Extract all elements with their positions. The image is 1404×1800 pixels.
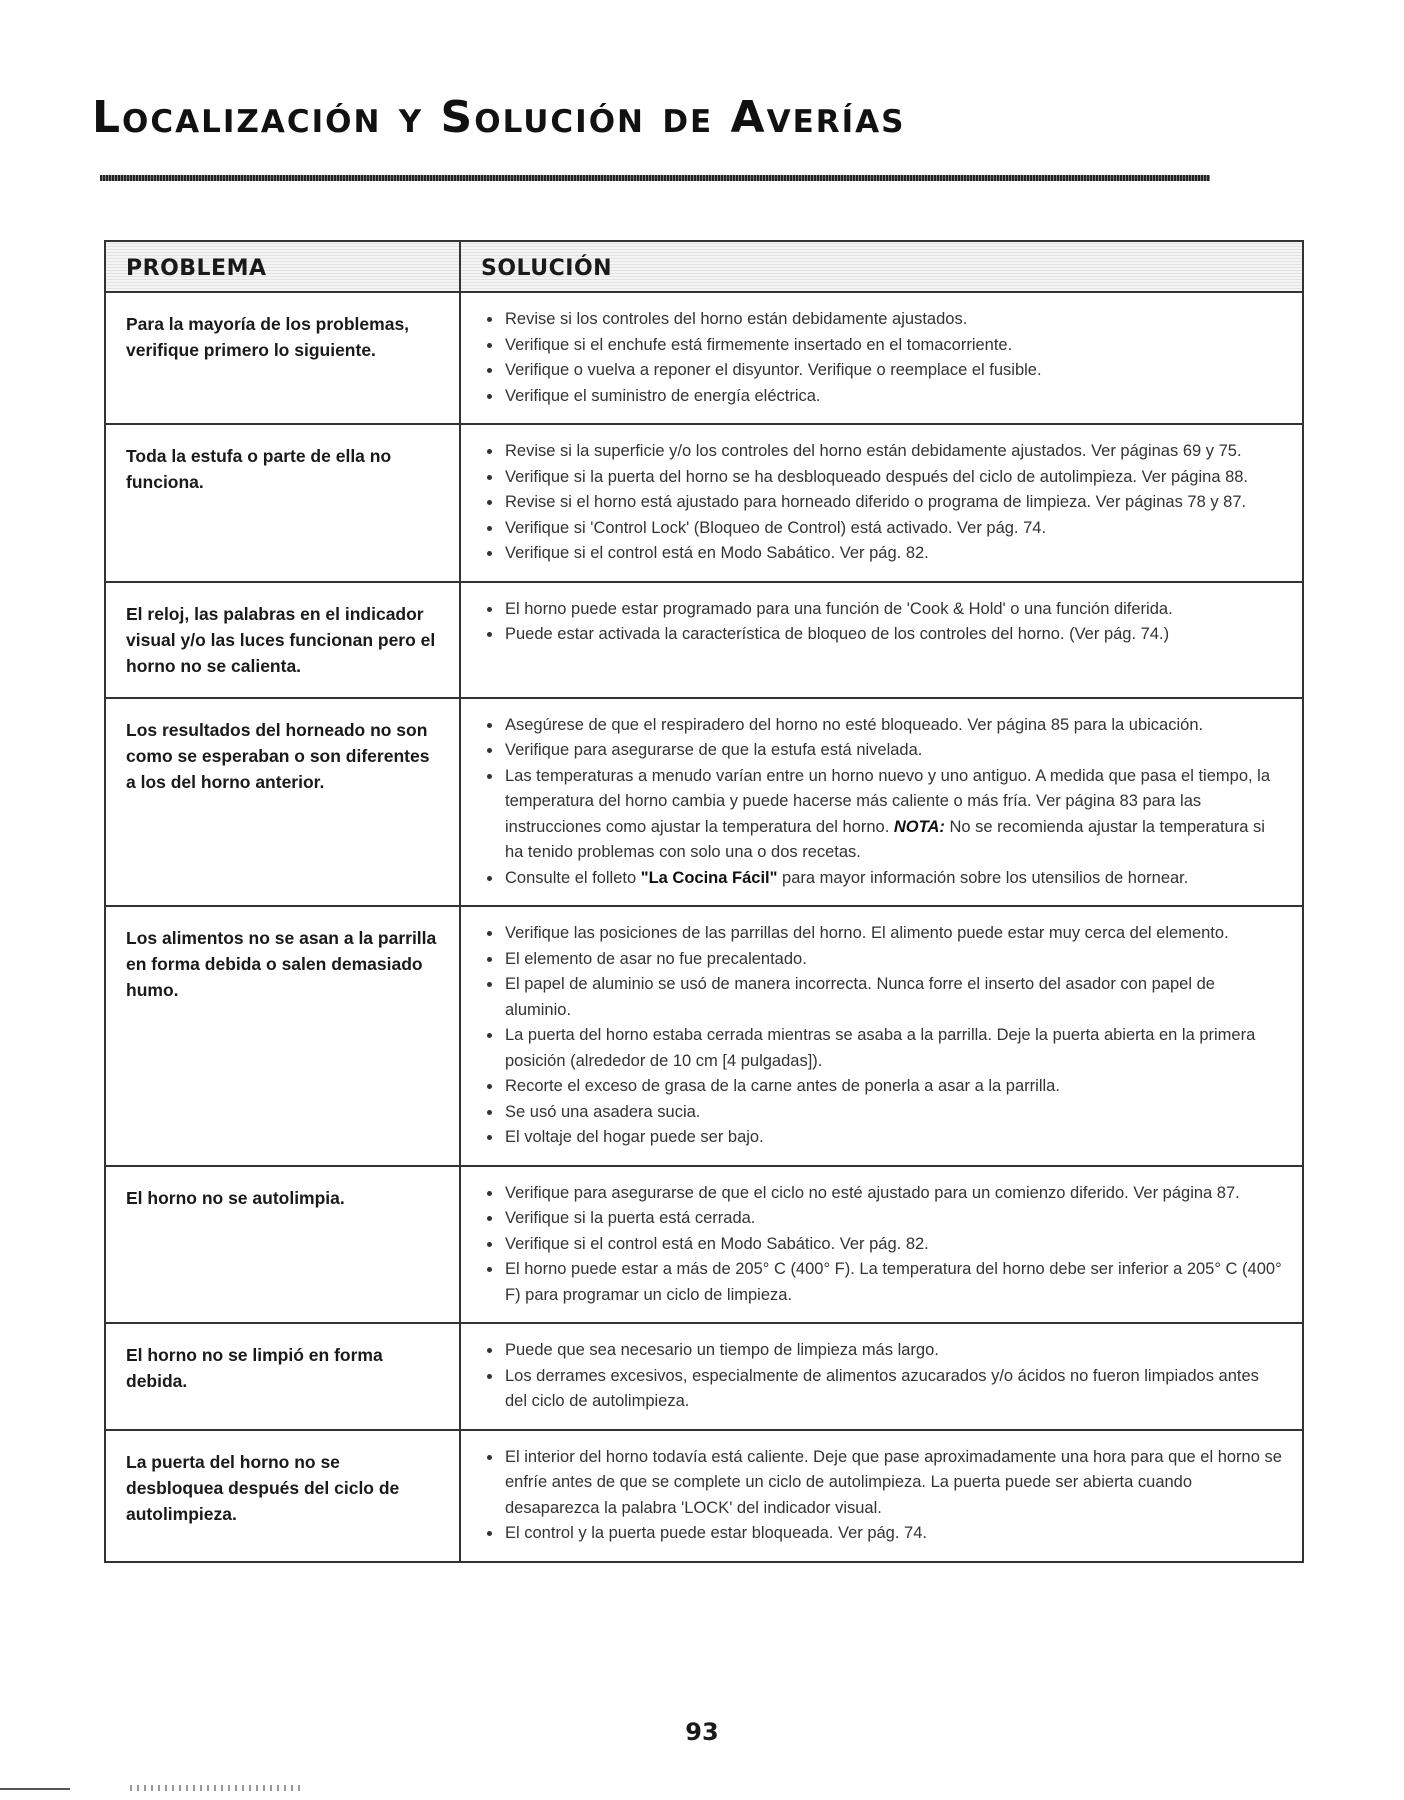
- table-row: [105, 698, 1303, 907]
- solution-item: [503, 738, 1282, 764]
- problem-column-header: PROBLEMA: [105, 241, 460, 292]
- solution-text: Asegúrese de que el respiradero del horno no esté bloqueado. Ver página 85 para la ubicación.: [505, 715, 1204, 734]
- solution-item: [503, 358, 1282, 384]
- solution-text: Recorte el exceso de grasa de la carne antes de ponerla a asar a la parrilla.: [505, 1077, 1060, 1095]
- solution-list: [483, 307, 1282, 409]
- solution-item: [503, 384, 1282, 410]
- table-row: [105, 1166, 1303, 1324]
- solution-item: [503, 1125, 1282, 1151]
- table-row: [105, 292, 1303, 424]
- solution-item: [503, 866, 1282, 892]
- problem-cell: El horno no se limpió en forma debida.: [105, 1323, 460, 1430]
- solution-text: Verifique si el control está en Modo Sabático. Ver pág. 82.: [505, 1234, 929, 1253]
- solution-list: [483, 439, 1282, 567]
- solution-list: [483, 1181, 1282, 1309]
- solution-text: Verifique si el enchufe está firmemente insertado en el tomacorriente.: [505, 335, 1013, 354]
- solution-text: Verifique si 'Control Lock' (Bloqueo de Control) está activado. Ver pág. 74.: [505, 518, 1047, 537]
- solution-list: [483, 597, 1282, 648]
- solution-item: [503, 541, 1282, 567]
- table-row: [105, 582, 1303, 698]
- solution-item: [503, 1364, 1282, 1415]
- table-row: [105, 1430, 1303, 1562]
- scan-edge-dots: [130, 1785, 300, 1791]
- solution-cell: [460, 906, 1303, 1166]
- solution-item: [503, 1206, 1282, 1232]
- solution-item: [503, 1232, 1282, 1258]
- solution-text: Puede que sea necesario un tiempo de limpieza más largo.: [505, 1341, 939, 1359]
- solution-item: [503, 947, 1282, 973]
- solution-item: [503, 597, 1282, 623]
- table-row: [105, 1323, 1303, 1430]
- solution-cell: [460, 698, 1303, 907]
- solution-column-header: SOLUCIÓN: [460, 241, 1303, 292]
- solution-text: Verifique si el control está en Modo Sabático. Ver pág. 82.: [505, 544, 929, 562]
- booklet-title: "La Cocina Fácil": [640, 868, 778, 887]
- solution-item: [503, 1445, 1282, 1522]
- solution-text: Verifique el suministro de energía eléctrica.: [505, 386, 821, 405]
- table-row: [105, 424, 1303, 582]
- solution-item: [503, 333, 1282, 359]
- solution-text: La puerta del horno estaba cerrada mientras se asaba a la parrilla. Deje la puerta abierta en la primera posición (alrededor de 10 cm [4 pulgadas]).: [505, 1026, 1256, 1070]
- solution-text: Verifique o vuelva a reponer el disyuntor. Verifique o reemplace el fusible.: [505, 361, 1042, 379]
- solution-text: Consulte el folleto: [505, 868, 637, 887]
- solution-item: [503, 1181, 1282, 1207]
- solution-item: [503, 490, 1282, 516]
- solution-text: Se usó una asadera sucia.: [505, 1102, 701, 1121]
- solution-cell: [460, 582, 1303, 698]
- solution-text: El horno puede estar a más de 205° C (400° F). La temperatura del horno debe ser inferior a 205° C (400° F) para programar un ciclo de limpieza.: [505, 1260, 1282, 1304]
- note-text: No se recomienda ajustar la temperatura si ha tenido problemas con solo una o dos recetas.: [505, 817, 1265, 861]
- problem-cell: Para la mayoría de los problemas, verifique primero lo siguiente.: [105, 292, 460, 424]
- solution-list: [483, 921, 1282, 1151]
- solution-text: Verifique para asegurarse de que la estufa está nivelada.: [505, 741, 923, 759]
- solution-item: [503, 622, 1282, 648]
- solution-list: [483, 713, 1282, 892]
- problem-cell: El reloj, las palabras en el indicador visual y/o las luces funcionan pero el horno no se calienta.: [105, 582, 460, 698]
- solution-text: para mayor información sobre los utensilios de hornear.: [782, 868, 1189, 887]
- solution-cell: [460, 292, 1303, 424]
- table-row: [105, 906, 1303, 1166]
- header-row: [105, 241, 1303, 292]
- solution-text: El horno puede estar programado para una función de 'Cook & Hold' o una función diferida.: [505, 599, 1173, 618]
- solution-text: Verifique las posiciones de las parrillas del horno. El alimento puede estar muy cerca del elemento.: [505, 924, 1229, 942]
- note-label: NOTA:: [893, 817, 945, 836]
- solution-text: Verifique para asegurarse de que el ciclo no esté ajustado para un comienzo diferido. Ver página 87.: [505, 1183, 1240, 1202]
- solution-item: [503, 1521, 1282, 1547]
- solution-item: [503, 1257, 1282, 1308]
- problem-cell: Los resultados del horneado no son como se esperaban o son diferentes a los del horno anterior.: [105, 698, 460, 907]
- solution-text: Revise si los controles del horno están debidamente ajustados.: [505, 310, 968, 328]
- problem-cell: La puerta del horno no se desbloquea después del ciclo de autolimpieza.: [105, 1430, 460, 1562]
- solution-list: [483, 1445, 1282, 1547]
- solution-cell: [460, 1323, 1303, 1430]
- solution-item: [503, 516, 1282, 542]
- solution-text: El control y la puerta puede estar bloqueada. Ver pág. 74.: [505, 1524, 927, 1542]
- solution-list: [483, 1338, 1282, 1415]
- problem-cell: Toda la estufa o parte de ella no funciona.: [105, 424, 460, 582]
- problem-cell: El horno no se autolimpia.: [105, 1166, 460, 1324]
- solution-cell: [460, 1166, 1303, 1324]
- solution-text: Los derrames excesivos, especialmente de alimentos azucarados y/o ácidos no fueron limpiados antes del ciclo de autolimpieza.: [505, 1366, 1259, 1410]
- solution-item: [503, 1023, 1282, 1074]
- problem-cell: Los alimentos no se asan a la parrilla en forma debida o salen demasiado humo.: [105, 906, 460, 1166]
- solution-text: Revise si el horno está ajustado para horneado diferido o programa de limpieza. Ver páginas 78 y 87.: [505, 493, 1247, 511]
- solution-item: [503, 1338, 1282, 1364]
- solution-cell: [460, 424, 1303, 582]
- solution-item: [503, 465, 1282, 491]
- solution-cell: [460, 1430, 1303, 1562]
- solution-text: El papel de aluminio se usó de manera incorrecta. Nunca forre el inserto del asador con papel de aluminio.: [505, 975, 1215, 1019]
- page-number: 93: [685, 1718, 719, 1746]
- solution-item: [503, 921, 1282, 947]
- solution-item: [503, 972, 1282, 1023]
- solution-item: [503, 1074, 1282, 1100]
- solution-text: Las temperaturas a menudo varían entre un horno nuevo y uno antiguo. A medida que pasa el tiempo, la temperatura del horno cambia y puede hacerse más caliente o más fría. Ver página 83 para las instrucciones como ajustar la temperatura del horno.: [505, 766, 1271, 836]
- solution-item: [503, 307, 1282, 333]
- solution-item: [503, 713, 1282, 739]
- page-title: Localización y Solución de Averías: [92, 92, 906, 143]
- solution-text: El voltaje del hogar puede ser bajo.: [505, 1128, 764, 1146]
- solution-text: Revise si la superficie y/o los controles del horno están debidamente ajustados. Ver páginas 69 y 75.: [505, 442, 1242, 460]
- solution-text: Verifique si la puerta del horno se ha desbloqueado después del ciclo de autolimpieza. Ver página 88.: [505, 467, 1249, 486]
- scan-edge-line: [0, 1788, 70, 1790]
- solution-text: El interior del horno todavía está caliente. Deje que pase aproximadamente una hora para que el horno se enfríe antes de que se complete un ciclo de autolimpieza. La puerta puede ser abierta cuando desaparezca la palabra 'LOCK' del indicador visual.: [505, 1447, 1282, 1517]
- solution-text: Puede estar activada la característica de bloqueo de los controles del horno. (Ver pág. 74.): [505, 625, 1170, 643]
- title-underline: [100, 175, 1210, 181]
- solution-item: [503, 1100, 1282, 1126]
- troubleshooting-table: [104, 240, 1304, 1563]
- solution-item: [503, 764, 1282, 866]
- solution-item: [503, 439, 1282, 465]
- solution-text: Verifique si la puerta está cerrada.: [505, 1209, 756, 1227]
- solution-text: El elemento de asar no fue precalentado.: [505, 949, 807, 968]
